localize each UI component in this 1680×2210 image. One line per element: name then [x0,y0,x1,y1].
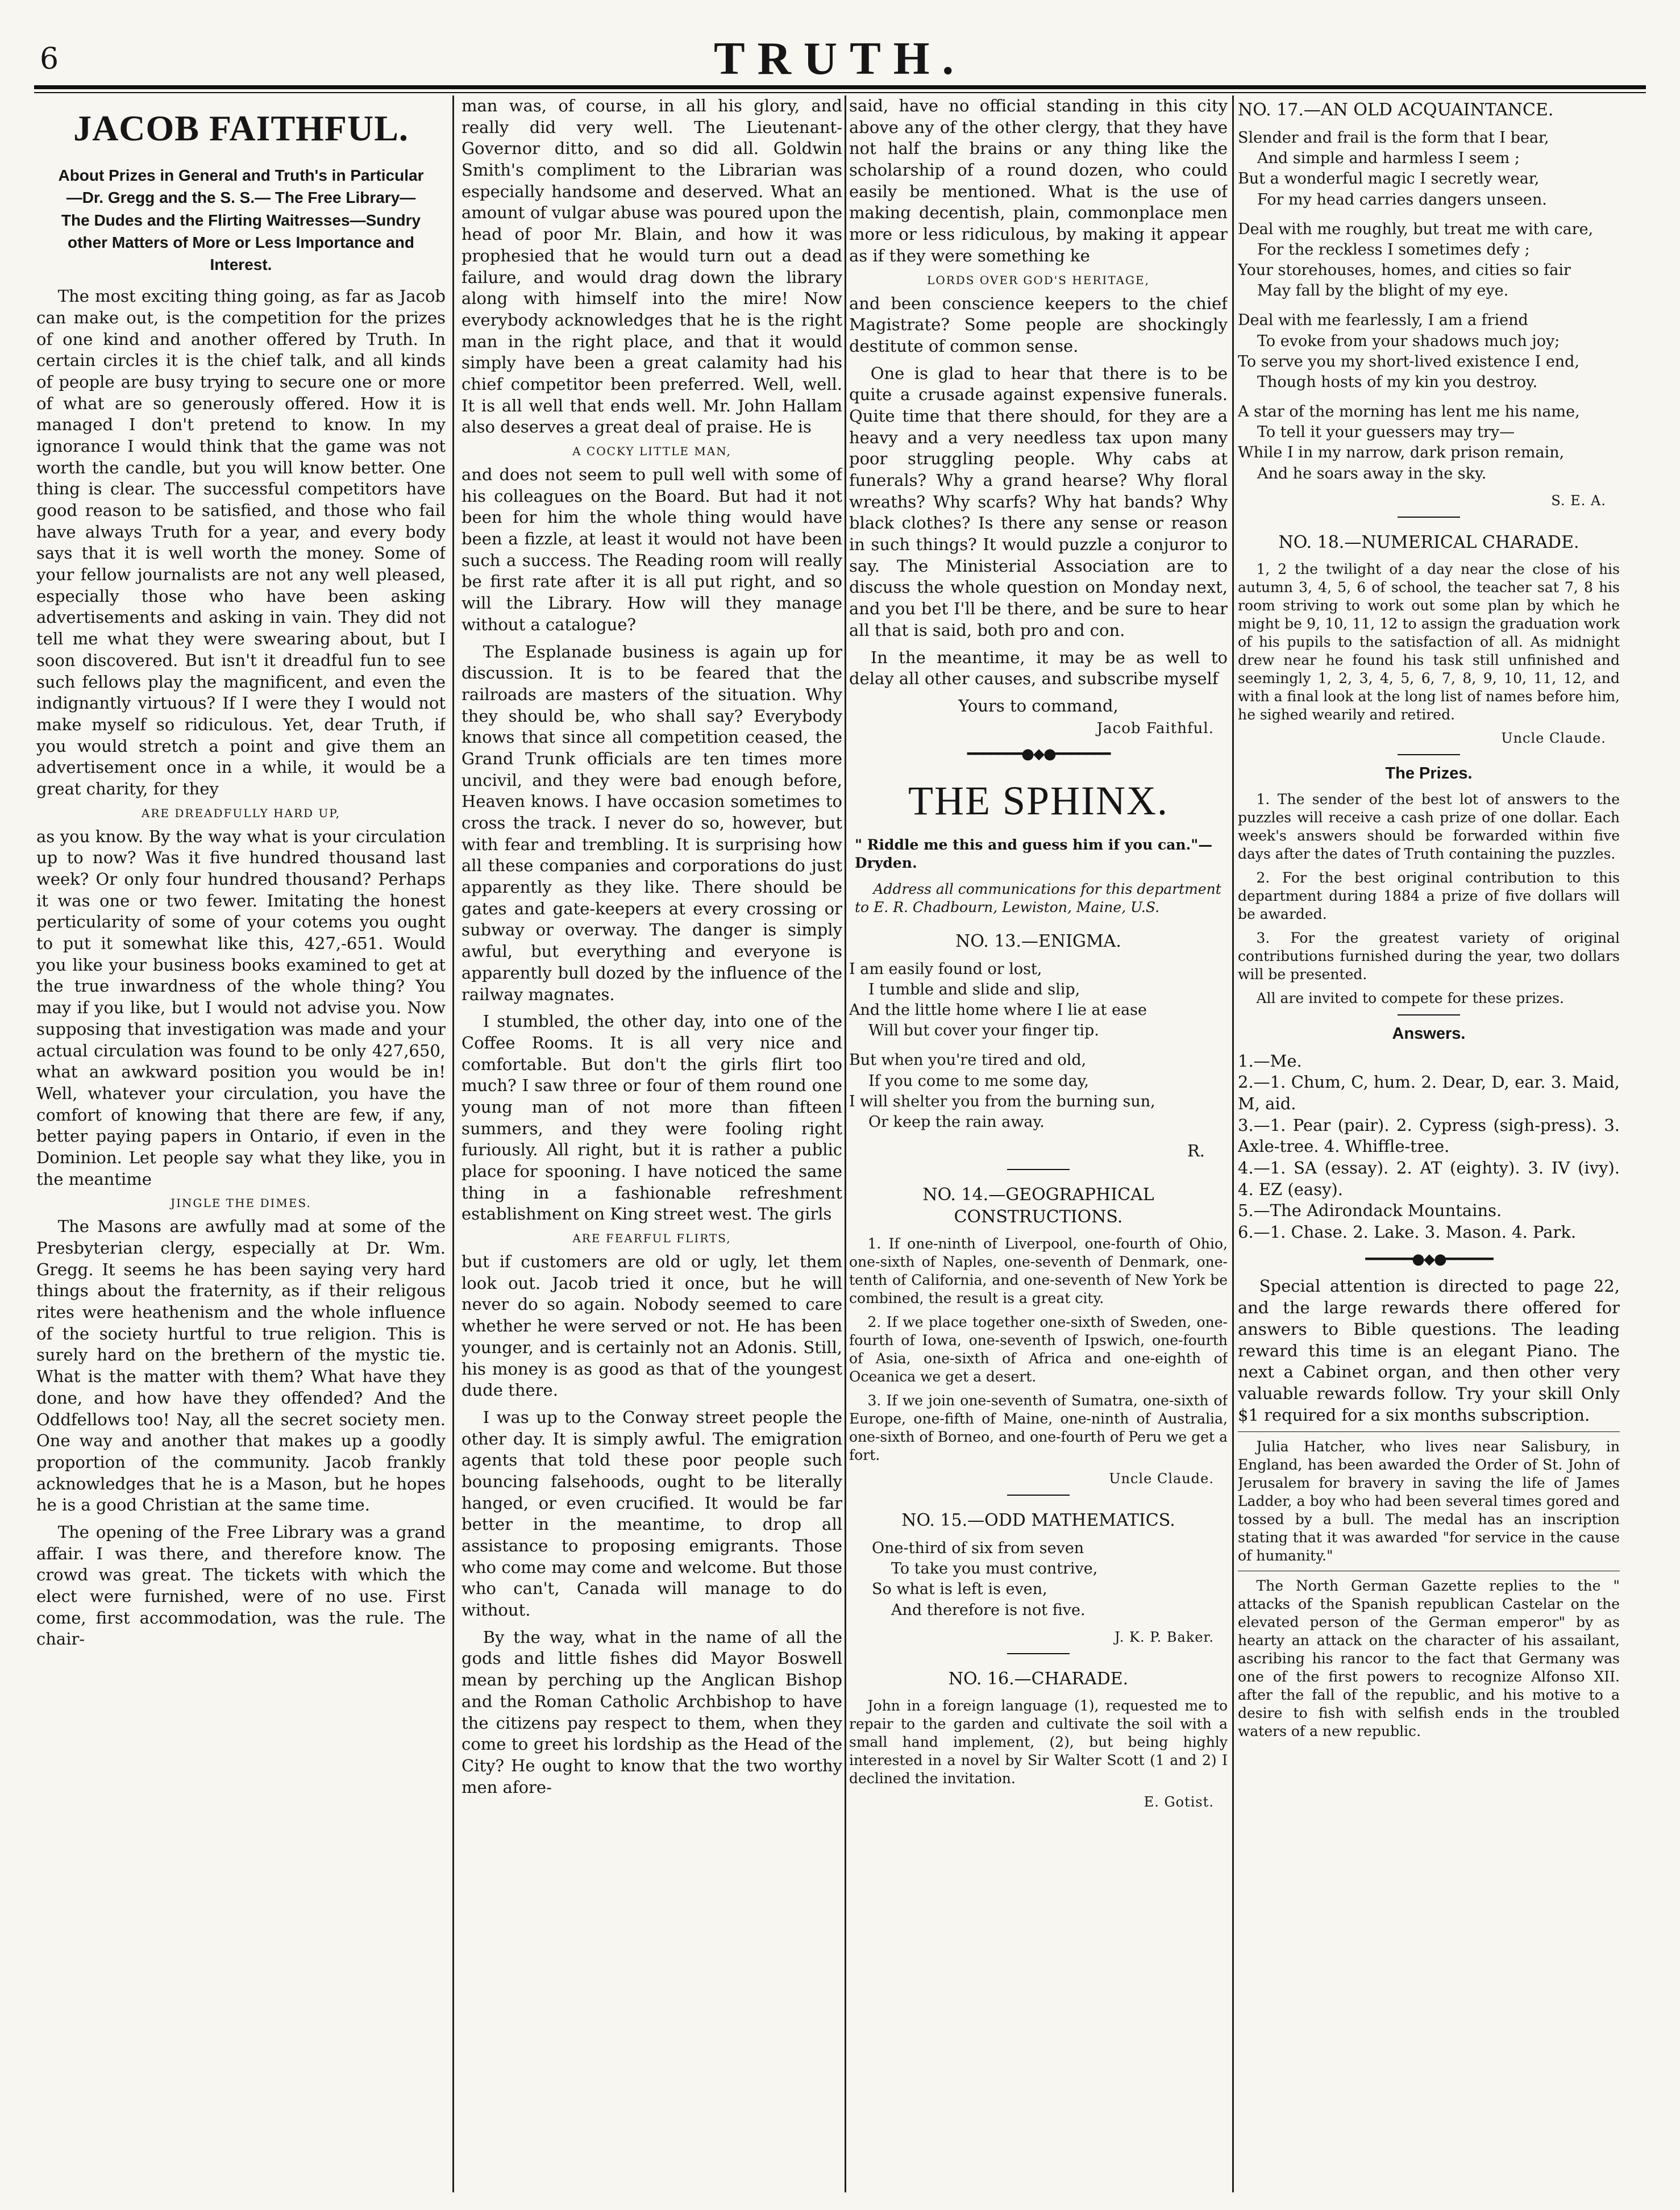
prize-item: 2. For the best original contribution to this department during 1884 a prize of five dollars will be awarded. [1238,869,1620,922]
small-caps-heading: JINGLE THE DIMES. [171,1196,311,1210]
paragraph: I stumbled, the other day, into one of the Coffee Rooms. It is all very nice and comfortable. But don't the girls flirt too much? I saw three or four of them round one young man of not more than fifteen summers, and they were fooling right furiously. All right, but it is rather a public place for spooning. I have noticed the same thing in a fashionable refreshment establishment on King street west. The girls [461,1012,842,1224]
puzzle-title: NO. 14.—GEOGRAPHICAL CONSTRUCTIONS. [922,1184,1154,1227]
verse-line: If you come to me some day, [868,1072,1089,1090]
verse-line: For the reckless I sometimes defy ; [1257,240,1530,259]
article-subtitle: About Prizes in General and Truth's in Particular—Dr. Gregg and the S. S.— The Free Library—The Dudes and the Flirting Waitresses—Sundry other Matters of More or Less Importance and Interest. [58,167,424,273]
masthead [34,30,1646,92]
puzzle-signature: E. Gotist. [1143,1793,1214,1810]
paragraph: The opening of the Free Library was a grand affair. I was there, and therefore know. The crowd was great. The tickets with which the elect were furnished, were of no use. First come, first accommodation, was the rule. The chair- [36,1522,446,1649]
paragraph: but if customers are old or ugly, let them look out. Jacob tried it once, but he will never do so again. Nobody seemed to care whether he were served or not. He has been younger, and is certainly not an Adonis. Still, his money is as good as that of the youngest dude there. [461,1252,842,1400]
puzzle-signature: Uncle Claude. [1109,1470,1214,1487]
ornament-rule: ━━━━━━━●◆●━━━━━━━ [967,746,1110,763]
paragraph: The Masons are awfully mad at some of the Presbyterian clergy, especially at Dr. Wm. Gregg. It seems he has been saying very hard things about the fraternity, as if their religous rites were heathenism and the whole influence of the society hurtful to true religion. This is surely hard on the brethern of the mystic tie. What is the matter with them? What have they done, and how have they offended? And the Oddfellows too! Nay, all the secret society men. One way and another that makes up a goodly proportion of the community. Jacob frankly acknowledges that he is a Mason, but he hopes he is a good Christian at the same time. [36,1217,446,1515]
short-rule [1398,754,1460,755]
small-caps-heading: LORDS OVER GOD'S HERITAGE, [927,273,1150,287]
puzzle-title: NO. 15.—ODD MATHEMATICS. [901,1510,1175,1530]
answers-heading: Answers. [1392,1024,1466,1043]
newspaper-title: TRUTH. [713,32,967,84]
puzzle-title: NO. 18.—NUMERICAL CHARADE. [1278,532,1579,552]
puzzle-item: 2. If we place together one-sixth of Sweden, one-fourth of Iowa, one-seventh of Ipswich, one-fourth of Asia, one-sixth of Africa and one-eighth of Oceanica we get a desert. [849,1313,1228,1385]
prize-item: 3. For the greatest variety of original contributions furnished during the year, two dollars will be presented. [1238,929,1620,983]
verse-line: To evoke from your shadows much joy; [1257,332,1560,350]
puzzle-verse [849,1538,1228,1621]
puzzle-item: 1, 2 the twilight of a day near the close of his autumn 3, 4, 5, 6 of school, the teacher sat 7, 8 his room striving to work out some plan by which he might be 9, 10, 11, 12 to assign the graduation work of his pupils to the satisfaction of all. As midnight drew near he found his task still unfinished and seemingly 1, 2, 3, 4, 5, 6, 7, 8, 9, 10, 11, 12, and with a final look at the long list of names before him, he sighed wearily and retired. [1238,560,1620,723]
prize-item: All are invited to compete for these prizes. [1256,989,1564,1006]
column-1 [36,95,446,2192]
paragraph: Special attention is directed to page 22, and the large rewards there offered for answers to Bible questions. The leading reward this time is an elegant Piano. The next a Cabinet organ, and then other very valuable rewards follow. Try your skill Only $1 required for a six months subscription. [1238,1276,1620,1425]
paragraph: One is glad to hear that there is to be quite a crusade against expensive funerals. Quite time that there should, for they are a heavy and a very needless tax upon many poor struggling people. Why cabs at funerals? Why a grand hearse? Why floral wreaths? Why scarfs? Why hat bands? Why black clothes? Is there any sense or reason in such things? It would puzzle a conjuror to say. The Ministerial Association are to discuss the whole question on Monday next, and you bet I'll be there, and be sure to hear all that is said, both pro and con. [849,363,1228,640]
short-rule [1007,1653,1070,1654]
verse-line: But when you're tired and old, [849,1051,1087,1069]
puzzle-signature: R. [1187,1141,1205,1161]
column-2 [461,95,842,2192]
masthead-rule [34,85,1646,89]
short-rule [1007,1169,1070,1170]
answer-item: 4.—1. SA (essay). 2. AT (eighty). 3. IV (ivy). 4. EZ (easy). [1238,1158,1620,1199]
short-rule [1007,1495,1070,1496]
puzzle-item: John in a foreign language (1), requested me to repair to the garden and cultivate the soil with a small hand implement, (2), but being highly interested in a novel by Sir Walter Scott (1 and 2) I declined the invitation. [849,1697,1228,1787]
column-3 [849,95,1228,2192]
verse-line: To tell it your guessers may try— [1257,423,1515,442]
puzzle-signature: S. E. A. [1551,492,1606,509]
verse-line: Or keep the rain away. [868,1113,1045,1131]
column-4 [1238,95,1620,2192]
short-rule [1398,517,1460,518]
paragraph: and does not seem to pull well with some of his colleagues on the Board. But had it not been for him the whole thing would have been a fizzle, at least it would not have been such a success. The Reading room will really be first rate after it is all put right, and so will the Library. How will they manage without a catalogue? [461,465,842,634]
answer-item: 2.—1. Chum, C, hum. 2. Dear, D, ear. 3. Maid, M, aid. [1238,1072,1620,1113]
small-caps-heading: A COCKY LITTLE MAN, [572,444,731,458]
verse-line: While I in my narrow, dark prison remain, [1238,444,1565,462]
section-motto: " Riddle me this and guess him if you can."— Dryden. [855,836,1213,871]
short-rule [1398,1014,1460,1015]
small-caps-heading: ARE FEARFUL FLIRTS, [572,1231,731,1246]
paragraph: I was up to the Conway street people the other day. It is simply awful. The emigration agents that told these poor people such bouncing falsehoods, ought to be literally hanged, or even crucified. It would be far better in the meantime, to drop all assistance to proposing emigrants. Those who come may come and welcome. But those who can't, Canada will manage to do without. [461,1407,842,1620]
column-divider [452,95,454,2192]
answer-item: 3.—1. Pear (pair). 2. Cypress (sigh-press). 3. Axle-tree. 4. Whiffle-tree. [1238,1115,1620,1156]
small-caps-heading: ARE DREADFULLY HARD UP, [141,806,341,820]
verse-line: One-third of six from seven [872,1539,1084,1557]
paragraph: The North German Gazette replies to the " attacks of the Spanish republican Castelar on the elevated person of the German emperor" by as hearty an attack on the character of his assailant, ascribing his rancor to the fact that Germany was one of the first powers to recognize Alfonso XII. after the fall of the republic, and his motive to a desire to fish with selfish ends in the troubled waters of a new republic. [1238,1578,1620,1740]
paragraph: Julia Hatcher, who lives near Salisbury, in England, has been awarded the Order of St. John of Jerusalem for bravery in saving the life of James Ladder, a boy who had been several times gored and tossed by a bull. The medal has an inscription stating that it was awarded "for service in the cause of humanity." [1238,1438,1620,1564]
puzzle-title: NO. 17.—AN OLD ACQUAINTANCE. [1238,100,1554,120]
puzzle-item: 3. If we join one-seventh of Sumatra, one-sixth of Europe, one-fifth of Maine, one-ninth of Australia, one-sixth of Borneo, and one-fourth of Peru we get a fort. [849,1392,1228,1463]
paragraph: The most exciting thing going, as far as Jacob can make out, is the competition for the prizes of one kind and another offered by Truth. In certain circles it is the chief talk, and all kinds of people are busy trying to secure one or more of what are so generously offered. How it is managed I don't pretend to know. In my ignorance I would think that the game was not worth the candle, but you will know better. One thing is clear. The successful competitors have good reason to be satisfied, and those who fail have always Truth for a year, and every body says that it is well worth the money. Some of your fellow journalists are not any well pleased, especially those who have been asking advertisements and asking in vain. They did not tell me what they were swearing about, but I soon discovered. But isn't it dreadful fun to see such fellows play the magnificent, and even the indignantly virtuous? If I were they I would not make myself so ridiculous. Yet, dear Truth, if you would stretch a point and give them an advertisement once in a while, it would be a great charity, for they [36,286,446,798]
paragraph: The Esplanade business is again up for discussion. It is to be feared that the railroads are masters of the situation. Why they should be, who shall say? Everybody knows that since all competition ceased, the Grand Trunk officials are ten times more uncivil, and they were bad enough before, Heaven knows. I have occasion sometimes to cross the track. I never do so, however, but with fear and trembling. It is surprising how all these companies and corporations do just apparently as they like. There should be gates and gate-keepers at every crossing or subway or overway. The danger is simply awful, but everything and everyone is apparently bull dozed by the influence of the railway magnates. [461,642,842,1004]
answer-item: 5.—The Adirondack Mountains. [1238,1201,1502,1221]
paragraph: man was, of course, in all his glory, and really did very well. The Lieutenant-Governor ditto, and so did all. Goldwin Smith's compliment to the Librarian was especially handsome and deserved. What an amount of vulgar abuse was poured upon the head of poor Mr. Blain, and how it was prophesied that he would turn out a dead failure, and would drag down the library along with himself into the mire! Now everybody acknowledges that he is the right man in the right place, and that it would simply have been a great calamity had his chief competitor been preferred. Well, well. It is all well that ends well. Mr. John Hallam also deserves a great deal of praise. He is [461,96,842,437]
puzzle-signature: J. K. P. Baker. [1115,1629,1214,1645]
verse-line: A star of the morning has lent me his name, [1238,403,1580,421]
section-address: Address all communications for this department to E. R. Chadbourn, Lewiston, Maine, U.S. [855,880,1221,915]
ornament-rule: ━━━━━━●◆●━━━━━━ [1365,1250,1492,1268]
puzzle-verse [849,959,1228,1133]
verse-line: But a wonderful magic I secretly wear, [1238,170,1540,188]
puzzle-signature: Uncle Claude. [1501,730,1606,746]
verse-line: To take you must contrive, [891,1560,1098,1578]
verse-line: And simple and harmless I seem ; [1257,149,1520,168]
column-divider [845,95,846,2192]
verse-line: I am easily found or lost, [849,960,1042,978]
verse-line: May fall by the blight of my eye. [1257,282,1509,300]
masthead-rule-thin [34,92,1646,93]
paragraph: as you know. By the way what is your circulation up to now? Was it five hundred thousand last week? Or only four hundred thousand? Perhaps it was one or two fewer. Imitating the honest perticularity of some of your cotems you ought to put it somewhat like this, 427,-651. Would you like your business books examined to get at the true inwardness of the whole thing? You may if you like, but I would not advise you. Now supposing that investigation was made and your actual circulation was found to be only 427,650, what an awkward position you would be in! Well, whatever your circulation, you have the comfort of knowing that there are few, if any, better paying papers in Ontario, if even in the Dominion. Let people say what they like, you in the meantime [36,826,446,1189]
verse-line: Your storehouses, homes, and cities so fair [1238,261,1571,280]
puzzle-item: 1. If one-ninth of Liverpool, one-fourth of Ohio, one-sixth of Naples, one-seventh of Denmark, one-tenth of California, and one-seventh of New York be combined, the result is a great city. [849,1235,1228,1306]
section-title: THE SPHINX. [908,778,1168,824]
paragraph: said, have no official standing in this city above any of the other clergy, that they have not half the brains or any thing like the scholarship of a round dozen, who could easily be mentioned. What is the use of making decentish, plain, commonplace men more or less ridiculous, by making it appear as if they were something ke [849,96,1228,265]
verse-line: So what is left is even, [872,1580,1047,1599]
verse-line: I will shelter you from the burning sun, [849,1092,1155,1110]
puzzle-title: NO. 13.—ENIGMA. [955,931,1121,951]
verse-line: And the little home where I lie at ease [849,1001,1147,1019]
verse-line: Though hosts of my kin you destroy. [1257,373,1538,391]
puzzle-verse [1238,128,1620,484]
column-divider [1232,95,1234,2192]
paragraph: In the meantime, it may be as well to delay all other causes, and subscribe myself [849,647,1228,689]
answer-item: 6.—1. Chase. 2. Lake. 3. Mason. 4. Park. [1238,1222,1577,1242]
verse-line: Slender and frail is the form that I bear, [1238,129,1549,147]
verse-line: And he soars away in the sky. [1257,464,1487,482]
verse-line: For my head carries dangers unseen. [1257,190,1547,209]
prize-item: 1. The sender of the best lot of answers to the puzzles will receive a cash prize of one dollar. Each week's answers should be forwarded within five days after the dates of Truth containing the puzzles. [1238,790,1620,862]
verse-line: Deal with me roughly, but treat me with care, [1238,220,1594,238]
signature: Jacob Faithful. [1096,719,1214,737]
closing: Yours to command, [958,696,1118,715]
paragraph: and been conscience keepers to the chief Magistrate? Some people are shockingly destitute of common sense. [849,293,1228,356]
verse-line: Deal with me fearlessly, I am a friend [1238,311,1528,330]
verse-line: To serve you my short-lived existence I end, [1238,352,1580,371]
verse-line: And therefore is not five. [891,1601,1086,1619]
article-title: JACOB FAITHFUL. [73,108,409,148]
paragraph: By the way, what in the name of all the gods and little fishes did Mayor Boswell mean by perching up the Anglican Bishop and the Roman Catholic Archbishop to have the citizens pay respect to them, when they come to greet his lordship as the Head of the City? He ought to know that the two worthy men afore- [461,1627,842,1797]
verse-line: Will but cover your finger tip. [868,1022,1099,1040]
divider-rule [1238,1431,1620,1432]
prizes-heading: The Prizes. [1385,764,1473,783]
page-number: 6 [40,42,59,76]
answer-item: 1.—Me. [1238,1051,1302,1071]
verse-line: I tumble and slide and slip, [868,980,1080,998]
puzzle-title: NO. 16.—CHARADE. [948,1668,1129,1689]
